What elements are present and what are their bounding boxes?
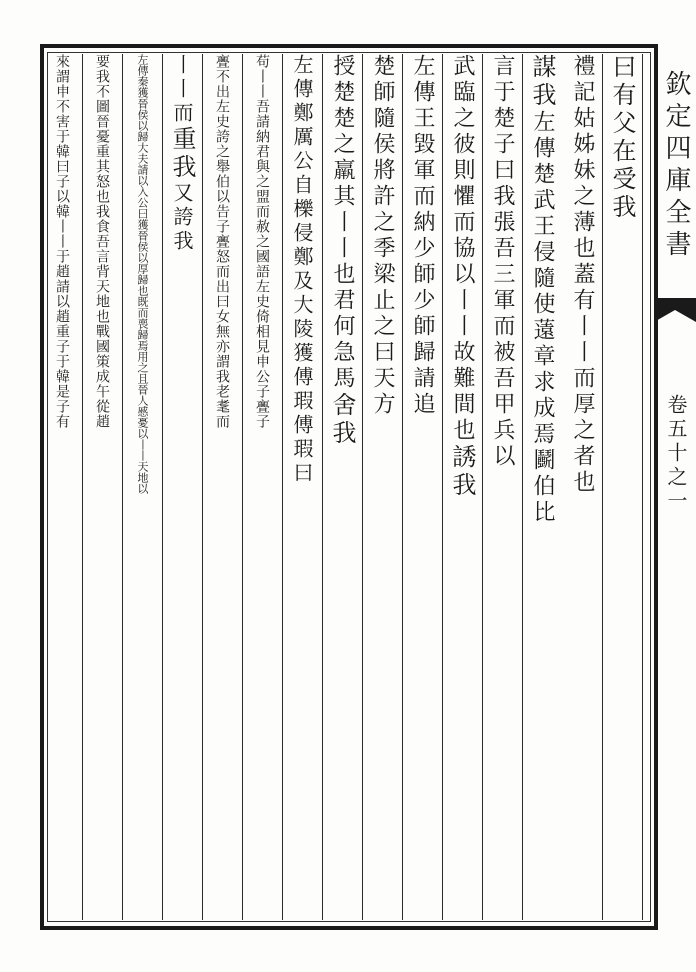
- column-rule: [82, 54, 83, 920]
- text-column-2: [562, 54, 602, 920]
- column-rule: [242, 54, 243, 920]
- column-rule: [162, 54, 163, 920]
- column-rule: [522, 54, 523, 920]
- column-rule: [642, 54, 643, 920]
- text-column-9: [282, 54, 322, 920]
- column-rule: [482, 54, 483, 920]
- column-rule: [602, 54, 603, 920]
- column-text: 丨丨而: [170, 54, 194, 126]
- column-text: 曰有父在: [608, 54, 636, 166]
- column-text: 左傳鄭厲公自櫟侵鄭及大陵獲傅瑕傅瑕曰: [290, 54, 314, 486]
- text-column-1: [602, 54, 642, 920]
- column-text: 禮記姑姊妹之薄也蓋有丨丨而厚之者也: [570, 54, 595, 496]
- column-rule: [402, 54, 403, 920]
- text-column-10: [242, 54, 282, 920]
- heading-term: 重我: [168, 126, 196, 182]
- column-text: 言于楚子曰我張吾三軍而被吾甲兵以: [490, 54, 515, 470]
- heading-term: 誘我: [448, 444, 476, 500]
- fishtail-mark-icon: [654, 298, 696, 322]
- text-column-7: [362, 54, 402, 920]
- heading-term: 謀我: [528, 54, 556, 110]
- column-rule: [122, 54, 123, 920]
- text-column-3: [522, 54, 562, 920]
- text-column-5: [442, 54, 482, 920]
- heading-term: 舍我: [328, 392, 356, 448]
- column-text: 左傳王毀軍而納少師少師歸請追: [410, 54, 435, 418]
- column-rule: [442, 54, 443, 920]
- volume-label: 卷五十之一: [664, 394, 688, 514]
- column-text: 授楚楚之羸其丨丨也君何急馬: [330, 54, 355, 392]
- text-column-4: [482, 54, 522, 920]
- extra-content: [48, 880, 49, 881]
- heading-term: 受我: [608, 166, 636, 222]
- column-text: 亹不出左史誇之舉伯以告子亹怒而出曰女無亦謂我老耄而: [214, 54, 230, 429]
- text-column-13: [122, 54, 162, 920]
- column-text: 要我不圖晉憂重其怒也我食吾言背天地也戰國策成午從趙: [94, 54, 110, 429]
- column-rule: [282, 54, 283, 920]
- column-text: 又誇我: [170, 182, 194, 254]
- book-title: 欽定四庫全書: [661, 70, 691, 262]
- text-column-14: [82, 54, 122, 920]
- column-text: 武臨之彼則懼而協以丨丨故難間也: [450, 54, 475, 444]
- column-text: 楚師隨侯將許之季梁止之曰天方: [370, 54, 395, 418]
- column-text: 左傳楚武王侵隨使薳章求成焉鬬伯比: [530, 110, 555, 526]
- text-column-11: [202, 54, 242, 920]
- text-column-15: [42, 54, 82, 920]
- column-rule: [202, 54, 203, 920]
- column-text: 苟丨丨吾請納君與之盟而赦之國語左史倚相見申公子亹子: [254, 54, 270, 429]
- column-rule: [322, 54, 323, 920]
- text-column-12: [162, 54, 202, 920]
- column-text: 來謂申不害于韓曰子以韓丨丨于趙請以趙重子于韓是子有: [54, 54, 70, 429]
- column-text: 左傳秦獲晉侯以歸大夫請以入公曰獲晉侯以厚歸也既而喪歸焉用之且晉人慼憂以丨丨天地以: [136, 54, 149, 494]
- text-column-8: [322, 54, 362, 920]
- column-rule: [362, 54, 363, 920]
- text-column-6: [402, 54, 442, 920]
